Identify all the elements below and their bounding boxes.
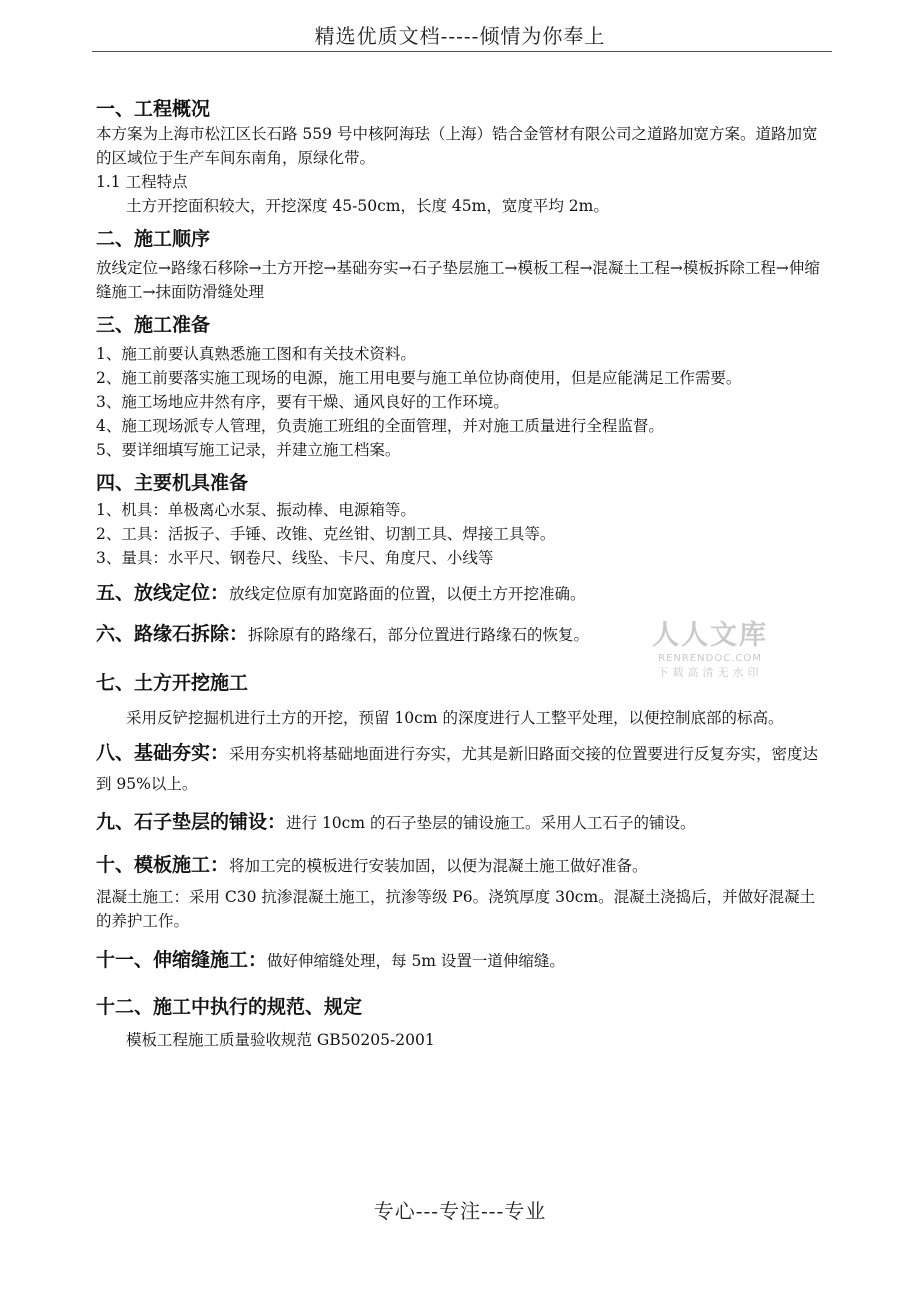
section-9-title: 九、石子垫层的铺设：: [96, 811, 287, 833]
section-3-title: 三、施工准备: [96, 314, 211, 336]
document-body: [96, 96, 828, 1052]
section-9-text: 进行 10cm 的石子垫层的铺设施工。采用人工石子的铺设。: [286, 814, 696, 832]
section-9: [96, 807, 828, 838]
section-2-title: 二、施工顺序: [96, 228, 211, 250]
section-11: [96, 945, 828, 976]
watermark-sub2: 下载高清无水印: [657, 666, 763, 679]
list-item: 1、施工前要认真熟悉施工图和有关技术资料。: [96, 345, 416, 363]
section-3-list: [96, 342, 828, 462]
section-1-title: 一、工程概况: [96, 98, 211, 120]
section-6-title: 六、路缘石拆除：: [96, 623, 249, 645]
section-7-text: 采用反铲挖掘机进行土方的开挖，预留 10cm 的深度进行人工整平处理，以便控制底部的标高。: [126, 709, 784, 727]
section-10: [96, 850, 828, 881]
list-item: 3、量具：水平尺、钢卷尺、线坠、卡尺、角度尺、小线等: [96, 549, 494, 567]
section-1-subheading: 1.1 工程特点: [96, 173, 188, 191]
section-1-feature-text: 土方开挖面积较大，开挖深度 45-50cm，长度 45m，宽度平均 2m。: [126, 197, 609, 215]
list-item: 2、工具：活扳子、手锤、改锥、克丝钳、切割工具、焊接工具等。: [96, 525, 556, 543]
page-header: 精选优质文档-----倾情为你奉上: [314, 24, 606, 48]
section-12-text: 模板工程施工质量验收规范 GB50205-2001: [126, 1031, 435, 1049]
section-8-text: 采用夯实机将基础地面进行夯实，尤其是新旧路面交接的位置要进行反复夯实，密度达到 95%以上。: [96, 745, 819, 793]
section-11-text: 做好伸缩缝处理，每 5m 设置一道伸缩缝。: [267, 952, 565, 970]
watermark-main: 人人文库: [652, 620, 768, 651]
section-5-text: 放线定位原有加宽路面的位置，以便土方开挖准确。: [229, 585, 586, 603]
section-4-list: [96, 498, 828, 570]
section-10-title: 十、模板施工：: [96, 854, 230, 876]
section-8-title: 八、基础夯实：: [96, 742, 230, 764]
header-rule: [92, 51, 832, 52]
list-item: 3、施工场地应井然有序，要有干燥、通风良好的工作环境。: [96, 393, 509, 411]
section-7-title: 七、土方开挖施工: [96, 672, 249, 694]
section-12-title: 十二、施工中执行的规范、规定: [96, 996, 363, 1018]
section-6-text: 拆除原有的路缘石，部分位置进行路缘石的恢复。: [248, 626, 590, 644]
section-10-concrete-text: 混凝土施工：采用 C30 抗渗混凝土施工，抗渗等级 P6。浇筑厚度 30cm。混凝土浇捣后，并做好混凝土的养护工作。: [96, 888, 816, 930]
page-footer: 专心---专注---专业: [373, 1199, 547, 1223]
watermark-sub: RENRENDOC.COM: [658, 653, 762, 664]
section-5: [96, 578, 828, 609]
list-item: 1、机具：单极离心水泵、振动棒、电源箱等。: [96, 501, 416, 519]
section-5-title: 五、放线定位：: [96, 582, 230, 604]
list-item: 2、施工前要落实施工现场的电源，施工用电要与施工单位协商使用，但是应能满足工作需要。: [96, 369, 742, 387]
section-4-title: 四、主要机具准备: [96, 472, 249, 494]
list-item: 5、要详细填写施工记录，并建立施工档案。: [96, 441, 401, 459]
section-10-text: 将加工完的模板进行安装加固，以便为混凝土施工做好准备。: [229, 857, 648, 875]
section-2-paragraph: 放线定位→路缘石移除→土方开挖→基础夯实→石子垫层施工→模板工程→混凝土工程→模板拆除工程→伸缩缝施工→抹面防滑缝处理: [96, 259, 820, 301]
section-1-paragraph: 本方案为上海市松江区长石路 559 号中核阿海珐（上海）锆合金管材有限公司之道路加宽方案。道路加宽的区域位于生产车间东南角，原绿化带。: [96, 125, 818, 167]
section-11-title: 十一、伸缩缝施工：: [96, 949, 268, 971]
section-6: [96, 619, 828, 650]
list-item: 4、施工现场派专人管理，负责施工班组的全面管理，并对施工质量进行全程监督。: [96, 417, 664, 435]
section-8: [96, 738, 828, 799]
